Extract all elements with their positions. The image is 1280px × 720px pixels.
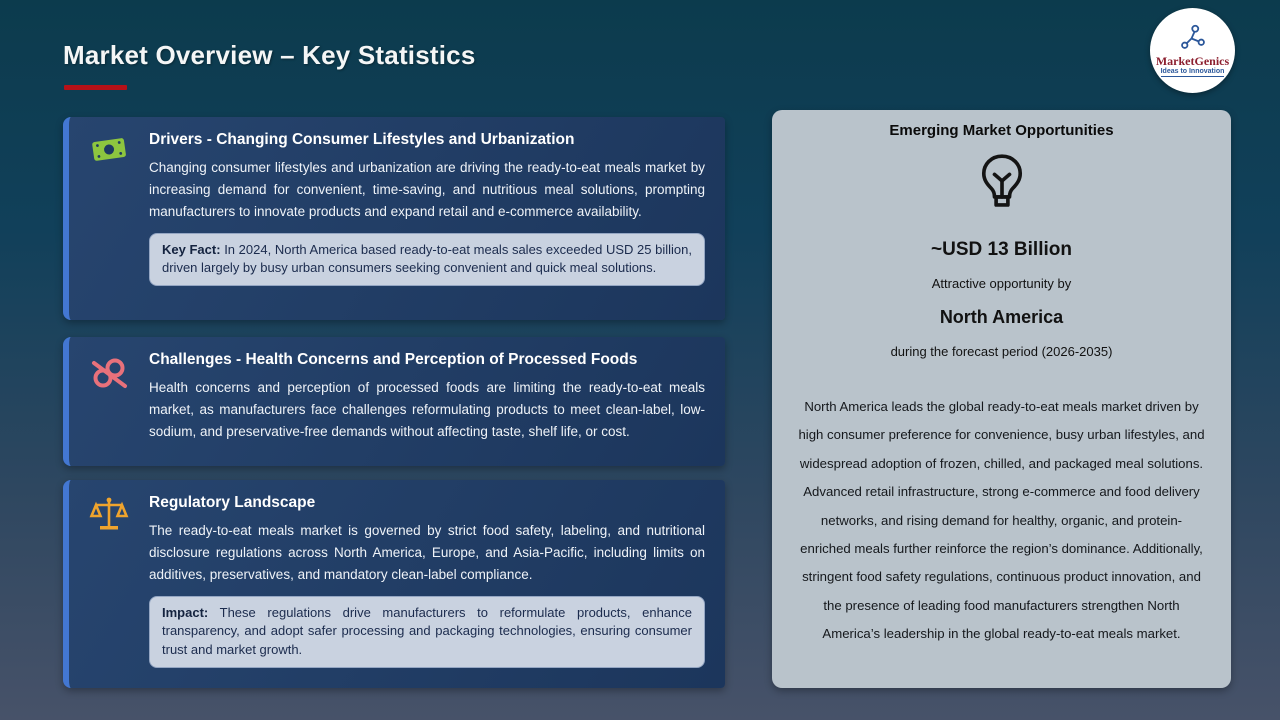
key-fact-text: In 2024, North America based ready-to-eat meals sales exceeded USD 25 billion, driven largely by busy urban consumers seeking convenient and quick meal solutions.: [162, 241, 692, 276]
opportunity-value: ~USD 13 Billion: [931, 239, 1072, 260]
challenges-card: [63, 337, 725, 466]
drivers-card-text: Changing consumer lifestyles and urbanization are driving the ready-to-eat meals market by increasing demand for convenient, time-saving, and nutritious meal solutions, prompting manufacturers to innovate products and expand retail and e-commerce availability.: [149, 160, 705, 219]
opportunity-period: during the forecast period (2026-2035): [890, 344, 1113, 359]
regulatory-card: [63, 480, 725, 688]
marketgenics-logo: [1150, 8, 1235, 93]
impact-callout: [149, 596, 705, 669]
logo-tagline: Ideas to Innovation: [1160, 67, 1225, 75]
scales-icon: [89, 495, 129, 688]
challenges-card-title: Challenges - Health Concerns and Perception of Processed Foods: [149, 351, 638, 368]
banknote-icon: [89, 132, 129, 320]
challenges-card-text: Health concerns and perception of processed foods are limiting the ready-to-eat meals market, as manufacturers face challenges reformulating products to meet clean-label, low-sodium, and preservative-free demands without affecting taste, shelf life, or cost.: [149, 380, 705, 439]
lightbulb-icon: [973, 153, 1031, 213]
broken-link-icon: [88, 352, 130, 466]
impact-text: These regulations drive manufacturers to reformulate products, enhance transparency, and adopt safer processing and packaging technologies, ensuring consumer trust and market growth.: [162, 604, 692, 658]
opportunity-region: North America: [939, 307, 1064, 327]
drivers-card-title: Drivers - Changing Consumer Lifestyles and Urbanization: [149, 131, 575, 148]
page-title: Market Overview – Key Statistics: [63, 40, 476, 70]
regulatory-card-text: The ready-to-eat meals market is governed by strict food safety, labeling, and nutritional disclosure regulations across North America, Europe, and Asia-Pacific, including limits on additives, preservatives, and mandatory clean-label compliance.: [149, 523, 705, 582]
opportunity-subtitle: Attractive opportunity by: [931, 276, 1072, 291]
key-fact-label: Key Fact:: [162, 241, 221, 257]
key-fact-callout: [149, 233, 705, 287]
molecule-icon: [1178, 24, 1208, 55]
impact-label: Impact:: [162, 604, 209, 620]
drivers-card: [63, 117, 725, 320]
opportunities-title: Emerging Market Opportunities: [889, 122, 1114, 139]
opportunity-description: North America leads the global ready-to-eat meals market driven by high consumer preference for convenience, busy urban lifestyles, and widespread adoption of frozen, chilled, and packaged meal solutions. Advanced retail infrastructure, strong e-commerce and food delivery networks, and rising demand for healthy, organic, and protein-enriched meals further reinforce the region’s dominance. Additionally, stringent food safety regulations, continuous product innovation, and the presence of leading food manufacturers strengthen North America’s leadership in the global ready-to-eat meals market.: [798, 399, 1205, 641]
title-accent-bar: [64, 85, 127, 90]
key-statistics-cards: [63, 117, 725, 688]
logo-wordmark: MarketGenics: [1155, 54, 1230, 69]
regulatory-card-title: Regulatory Landscape: [149, 494, 316, 511]
emerging-opportunities-panel: [772, 110, 1231, 688]
